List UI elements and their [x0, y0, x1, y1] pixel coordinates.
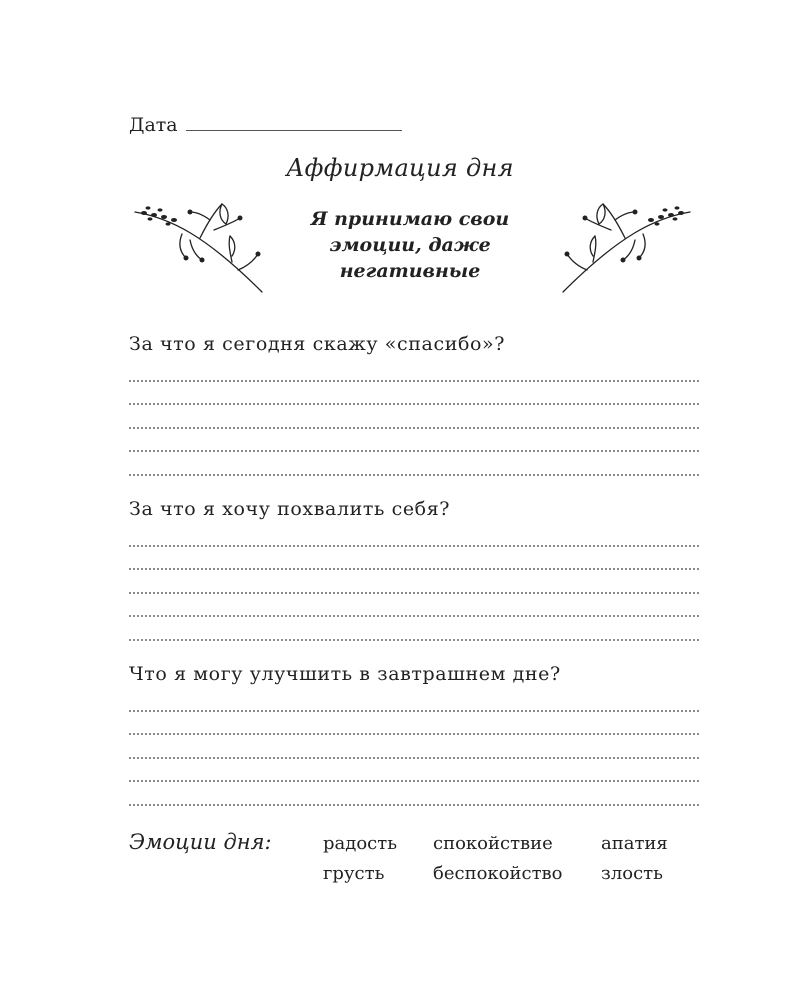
emotions-label: Эмоции дня:: [129, 830, 272, 854]
affirmation-line: негативные: [339, 260, 481, 282]
emotion-option[interactable]: злость: [601, 863, 663, 884]
affirmation-line: эмоции, даже: [329, 234, 491, 256]
answer-line[interactable]: [129, 712, 699, 736]
affirmation-text: [285, 206, 535, 284]
section-improve: [129, 660, 699, 806]
emotion-option[interactable]: спокойствие: [433, 833, 553, 854]
left-sprig-icon: [130, 200, 270, 295]
question-text: За что я сегодня скажу «спасибо»?: [129, 333, 506, 355]
emotion-option[interactable]: беспокойство: [433, 863, 563, 884]
answer-line[interactable]: [129, 570, 699, 594]
emotions-list: [323, 833, 691, 885]
date-label: Дата: [129, 114, 178, 136]
answer-line[interactable]: [129, 523, 699, 547]
date-row: [129, 114, 402, 136]
answer-line[interactable]: [129, 759, 699, 783]
section-gratitude: [129, 330, 699, 476]
answer-line[interactable]: [129, 547, 699, 571]
answer-line[interactable]: [129, 429, 699, 453]
answer-line[interactable]: [129, 735, 699, 759]
emotion-option[interactable]: радость: [323, 833, 398, 854]
answer-line[interactable]: [129, 382, 699, 406]
answer-line[interactable]: [129, 688, 699, 712]
emotion-option[interactable]: апатия: [601, 833, 668, 854]
date-field[interactable]: [186, 116, 402, 131]
right-sprig-icon: [555, 200, 695, 295]
section-praise: [129, 495, 699, 641]
answer-line[interactable]: [129, 617, 699, 641]
answer-line[interactable]: [129, 782, 699, 806]
question-text: За что я хочу похвалить себя?: [129, 498, 451, 520]
affirmation-title: Аффирмация дня: [286, 154, 514, 182]
answer-line[interactable]: [129, 452, 699, 476]
answer-line[interactable]: [129, 594, 699, 618]
affirmation-line: Я принимаю свои: [310, 208, 510, 230]
emotion-option[interactable]: грусть: [323, 863, 385, 884]
answer-line[interactable]: [129, 358, 699, 382]
answer-line[interactable]: [129, 405, 699, 429]
question-text: Что я могу улучшить в завтрашнем дне?: [129, 663, 561, 685]
